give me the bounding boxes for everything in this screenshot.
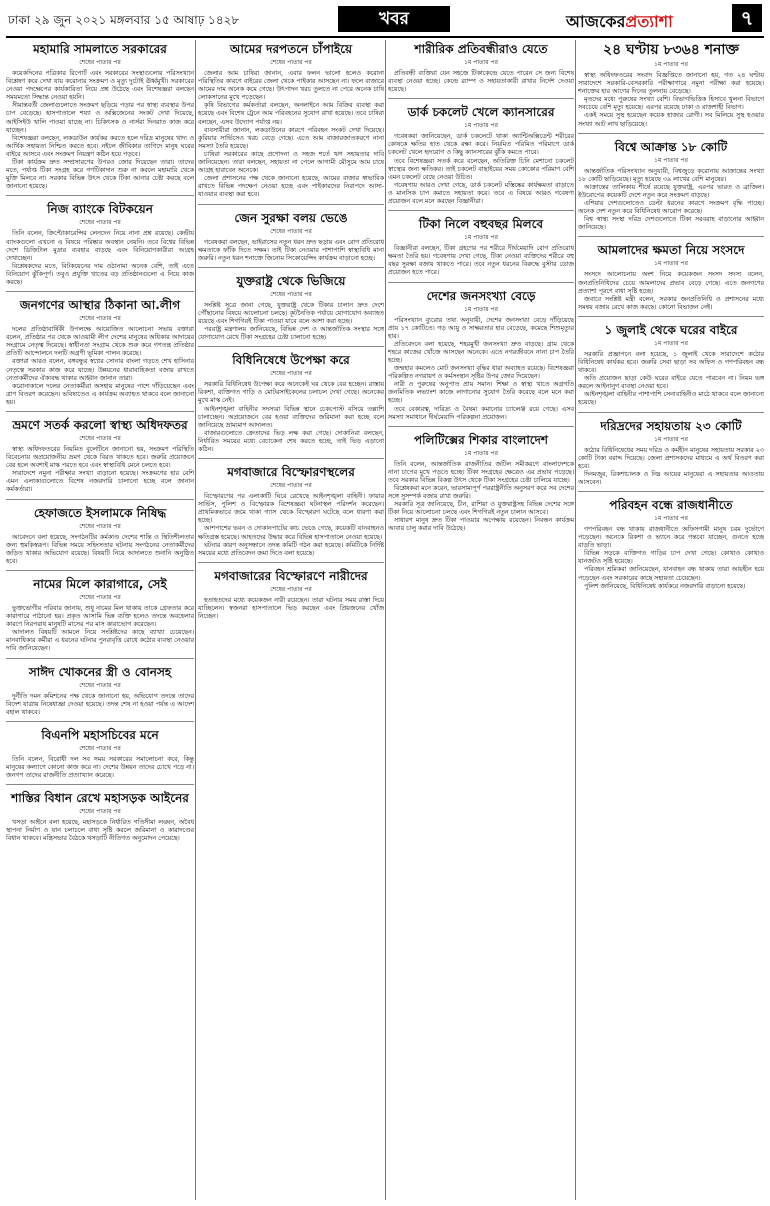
article-headline[interactable]: দেশের জনসংখ্যা বেড়ে bbox=[426, 288, 536, 303]
continued-from-label: শেষের পাতার পর bbox=[79, 744, 121, 752]
article-paragraph: দুর্নীতি দমন কমিশনের পক্ষ থেকে জানানো হয়, অভিযোগ তদন্তে তাদের বিদেশ যাত্রায় নিষেধাজ্ঞা দেওয়া হয়েছে। তদন্ত শেষ না হওয়া পর্যন্ত এ আদেশ বহাল থাকবে। bbox=[6, 692, 194, 716]
article-headline[interactable]: ২৪ ঘণ্টায় ৮৩৬৪ শনাক্ত bbox=[602, 42, 740, 58]
article-paragraph: তিনি বলেন, আন্তর্জাতিক রাজনীতির জটিল সমীকরণে বাংলাদেশকে নানা চাপের মুখে পড়তে হচ্ছে। টিকা সংগ্রহের ক্ষেত্রেও এর প্রভাব পড়েছে। তবে সরকার বিভিন্ন বিকল্প উৎস থেকে টিকা সংগ্রহের চেষ্টা চালিয়ে যাচ্ছে। bbox=[388, 460, 574, 484]
news-article bbox=[6, 577, 194, 659]
continued-from-label: ১ম পাতার পর bbox=[464, 449, 498, 457]
article-body bbox=[6, 693, 194, 717]
article-body bbox=[6, 819, 194, 843]
article-paragraph: তবে বেকারত্ব, দারিদ্র্য ও বৈষম্য কমানোর চ্যালেঞ্জ রয়ে গেছে। এসব সমস্যা সমাধানে দীর্ঘমেয়াদি পরিকল্পনা প্রয়োজন। bbox=[388, 405, 574, 421]
article-paragraph: পরিবহন শ্রমিকরা জানিয়েছেন, যানবাহন বন্ধ থাকায় তারা আয়হীন হয়ে পড়েছেন এবং সরকারের কাছে সহায়তা চেয়েছেন। bbox=[578, 566, 764, 582]
article-paragraph: কৃষি বিভাগের কর্মকর্তারা বলছেন, অনলাইনে আম বিক্রির ব্যবস্থা করা হয়েছে এবং বিশেষ ট্রেনে আম পরিবহনের সুযোগ রাখা হয়েছে। তবে চাষিরা বলছেন, এসব উদ্যোগ পর্যাপ্ত নয়। bbox=[198, 102, 384, 126]
article-headline[interactable]: ১ জুলাই থেকে ঘরের বাইরে bbox=[604, 322, 738, 337]
news-article bbox=[198, 211, 384, 268]
article-body bbox=[388, 317, 574, 422]
article-body bbox=[578, 447, 764, 487]
news-article bbox=[388, 105, 574, 211]
issue-date: ঢাকা ২৯ জুন ২০২১ মঙ্গলবার ১৫ আষাঢ় ১৪২৮ bbox=[8, 13, 240, 27]
article-headline[interactable]: হেফাজতে ইসলামকে নিষিদ্ধ bbox=[33, 505, 167, 520]
article-headline[interactable]: আমলাদের ক্ষমতা নিয়ে সংসদে bbox=[597, 243, 745, 258]
article-body bbox=[6, 326, 194, 407]
article-body bbox=[388, 461, 574, 534]
continued-from-label: ১ম পাতার পর bbox=[654, 156, 688, 164]
article-headline[interactable]: যুক্তরাষ্ট্র থেকে ভিজিয়ে bbox=[236, 273, 346, 288]
article-body bbox=[198, 381, 384, 454]
news-article bbox=[6, 418, 194, 500]
continued-from-label: শেষের পাতার পর bbox=[270, 482, 312, 490]
article-headline[interactable]: মগবাজারের বিস্ফোরণে নারীদের bbox=[214, 568, 368, 583]
article-headline[interactable]: মহামারি সামলাতে সরকারের bbox=[33, 42, 167, 56]
column-rule bbox=[385, 40, 386, 1200]
article-paragraph: এশিয়ার দেশগুলোতেও ডেল্টা ধরনের কারণে সংক্রমণ বৃদ্ধি পাচ্ছে। অনেক দেশ নতুন করে বিধিনিষেধ আরোপ করেছে। bbox=[578, 200, 764, 216]
news-article bbox=[388, 217, 574, 282]
article-body bbox=[578, 526, 764, 591]
continued-from-label: ১ম পাতার পর bbox=[654, 339, 688, 347]
article-paragraph: সরকারি সূত্র জানিয়েছে, চীন, রাশিয়া ও যুক্তরাষ্ট্রসহ বিভিন্ন দেশের সঙ্গে টিকা নিয়ে আলোচনা চলছে এবং শিগগিরই নতুন চালান আসবে। bbox=[388, 501, 574, 517]
article-paragraph: একই সময়ে সুস্থ হয়েছেন কয়েক হাজার রোগী। সব মিলিয়ে সুস্থ হওয়ার সংখ্যা আট লাখ ছাড়িয়েছে। bbox=[578, 112, 764, 128]
article-paragraph: বিশ্ব স্বাস্থ্য সংস্থা দরিদ্র দেশগুলোতে টিকা সরবরাহ বাড়ানোর আহ্বান জানিয়েছে। bbox=[578, 216, 764, 232]
article-paragraph: বাজারগুলোতে ক্রেতাদের ভিড় লক্ষ করা গেছে। দোকানিরা বলছেন, নির্ধারিত সময়ের মধ্যে বেচাকেনা শেষ করতে হচ্ছে, তাই ভিড় এড়ানো কঠিন। bbox=[198, 429, 384, 453]
column-2 bbox=[198, 40, 384, 1200]
article-headline[interactable]: আমের দরপতনে চাঁপাইয়ে bbox=[229, 42, 353, 56]
article-paragraph: করোনাকালে দলের নেতাকর্মীরা অসহায় মানুষের পাশে দাঁড়িয়েছেন এবং ত্রাণ বিতরণ করেছেন। ভবিষ্যতেও এ কার্যক্রম অব্যাহত থাকবে বলে জানানো হয়। bbox=[6, 382, 194, 406]
news-article bbox=[6, 665, 194, 722]
continued-from-label: ১ম পাতার পর bbox=[654, 260, 688, 268]
article-body bbox=[198, 493, 384, 558]
article-body bbox=[578, 271, 764, 311]
page-header bbox=[6, 4, 764, 38]
continued-from-label: শেষের পাতার পর bbox=[79, 59, 121, 66]
article-body bbox=[578, 72, 764, 129]
news-article bbox=[198, 274, 384, 347]
article-headline[interactable]: জেন সুরক্ষা বলয় ভেঙে bbox=[234, 210, 348, 225]
article-paragraph: গণপরিবহন বন্ধ থাকায় রাজধানীতে অফিসগামী মানুষ চরম দুর্ভোগে পড়েছেন। অনেকে রিকশা ও ভ্যানে করে গন্তব্যে যাচ্ছেন, গুনতে হচ্ছে বাড়তি ভাড়া। bbox=[578, 526, 764, 550]
article-paragraph: নারী ও পুরুষের অনুপাত প্রায় সমান। শিক্ষা ও স্বাস্থ্য খাতে অগ্রগতি জনমিতিক লভ্যাংশ কাজে লাগানোর সুযোগ তৈরি করেছে বলে মনে করা হচ্ছে। bbox=[388, 381, 574, 405]
article-paragraph: টিকা কার্যক্রম দ্রুত সম্প্রসারণের উপরও জোর দিয়েছেন তারা। তাদের মতে, পর্যাপ্ত টিকা সংগ্রহ করে গণটিকাদান শুরু না করলে মহামারি থেকে মুক্তি মিলবে না। সরকার বিভিন্ন উৎস থেকে টিকা আনার চেষ্টা করছে বলে জানানো হয়েছে। bbox=[6, 159, 194, 191]
article-paragraph: মৃতদের মধ্যে পুরুষের সংখ্যা বেশি। বিভাগভিত্তিক হিসাবে খুলনা বিভাগে সবচেয়ে বেশি মৃত্যু হয়েছে। এরপর রয়েছে ঢাকা ও রাজশাহী বিভাগ। bbox=[578, 96, 764, 112]
continued-from-label: শেষের পাতার পর bbox=[270, 290, 312, 298]
article-paragraph: গবেষকরা বলছেন, ভাইরাসের নতুন ধরন দ্রুত ছড়ায় এবং রোগ প্রতিরোধ ক্ষমতাকে ফাঁকি দিতে সক্ষম। তাই টিকা নেওয়ার পাশাপাশি স্বাস্থ্যবিধি মানা জরুরি। নতুন ধরন শনাক্তে জিনোম সিকোয়েন্সিং কার্যক্রম বাড়ানো হচ্ছে। bbox=[198, 238, 384, 262]
news-article bbox=[6, 728, 194, 785]
continued-from-label: শেষের পাতার পর bbox=[270, 370, 312, 378]
continued-from-label: শেষের পাতার পর bbox=[79, 522, 121, 530]
article-headline[interactable]: নিজ ব্যাংকে বিটকয়েন bbox=[47, 202, 153, 217]
article-headline[interactable]: শারীরিক প্রতিবন্ধীরাও যেতে bbox=[414, 42, 548, 56]
news-article bbox=[578, 140, 764, 238]
page-number: ৭ bbox=[732, 4, 762, 32]
article-body bbox=[6, 230, 194, 287]
article-body bbox=[198, 70, 384, 200]
article-paragraph: স্বাস্থ্য অধিদফতরের নিয়মিত বুলেটিনে জানানো হয়, সংক্রমণ পরিস্থিতি বিবেচনায় অপ্রয়োজনীয় ভ্রমণ থেকে বিরত থাকতে হবে। জরুরি প্রয়োজনে বের হলে অবশ্যই মাস্ক পরতে হবে এবং স্বাস্থ্যবিধি মেনে চলতে হবে। bbox=[6, 446, 194, 470]
continued-from-label: ১ম পাতার পর bbox=[464, 59, 498, 66]
article-body bbox=[6, 70, 194, 191]
article-paragraph: তিনি বলেন, ক্রিপ্টোকারেন্সির লেনদেন নিয়ে নানা প্রশ্ন রয়েছে। কেন্দ্রীয় ব্যাংকগুলো এখনো এ বিষয়ে পরিষ্কার অবস্থান নেয়নি। তবে বিশ্বের বিভিন্ন দেশে ডিজিটাল মুদ্রার ব্যবহার বাড়ছে এবং বিনিয়োগকারীরা আগ্রহ দেখাচ্ছেন। bbox=[6, 230, 194, 262]
continued-from-label: ১ম পাতার পর bbox=[654, 515, 688, 522]
news-article bbox=[388, 42, 574, 99]
column-4 bbox=[578, 40, 764, 1200]
article-paragraph: আদালত বিষয়টি আমলে নিয়ে সংশ্লিষ্টদের কাছে ব্যাখ্যা চেয়েছেন। মানবাধিকার কর্মীরা এ ধরনের ঘটনার পুনরাবৃত্তি রোধে কঠোর ব্যবস্থা নেওয়ার দাবি জানিয়েছেন। bbox=[6, 629, 194, 653]
article-headline[interactable]: শাস্তির বিধান রেখে মহাসড়ক আইনের bbox=[11, 791, 189, 806]
column-3 bbox=[388, 40, 574, 1200]
news-article bbox=[6, 506, 194, 571]
column-rule bbox=[195, 40, 196, 1200]
article-headline[interactable]: সাঈদ খোকনের স্ত্রী ও বোনসহ bbox=[28, 664, 172, 679]
article-paragraph: বিশেষজ্ঞরা বলছেন, লকডাউন কার্যকর করতে হলে দরিদ্র মানুষের খাদ্য ও আর্থিক সহায়তা নিশ্চিত করতে হবে। নইলে জীবিকার তাগিদে মানুষ ঘরের বাইরে আসবে এবং সংক্রমণ নিয়ন্ত্রণ কঠিন হয়ে পড়বে। bbox=[6, 134, 194, 158]
news-article bbox=[198, 569, 384, 625]
section-title: খবর bbox=[338, 6, 450, 32]
article-paragraph: অতি প্রয়োজন ছাড়া কেউ ঘরের বাইরে যেতে পারবেন না। নিয়ম ভঙ্গ করলে আইনানুগ ব্যবস্থা নেওয়া হবে। bbox=[578, 375, 764, 391]
article-paragraph: সংশ্লিষ্ট সূত্রে জানা গেছে, যুক্তরাষ্ট্র থেকে টিকার চালান দ্রুত দেশে পৌঁছানোর বিষয়ে আলোচনা চলছে। কূটনৈতিক পর্যায়ে যোগাযোগ অব্যাহত রয়েছে এবং শিগগিরই টিকা পাওয়া যাবে বলে আশা করা হচ্ছে। bbox=[198, 301, 384, 325]
article-paragraph: বিস্ফোরণের পর এলাকাটি ঘিরে রেখেছে আইনশৃঙ্খলা বাহিনী। ফায়ার সার্ভিস, পুলিশ ও বিস্ফোরক বিশেষজ্ঞরা ঘটনাস্থল পরিদর্শন করেছেন। প্রাথমিকভাবে জমে থাকা গ্যাস থেকে বিস্ফোরণ ঘটেছে বলে ধারণা করা হচ্ছে। bbox=[198, 493, 384, 525]
article-paragraph: খসড়া আইনে বলা হয়েছে, মহাসড়কে নির্ধারিত গতিসীমা লঙ্ঘন, অবৈধ স্থাপনা নির্মাণ ও যান চলাচলে বাধা সৃষ্টি করলে জরিমানা ও কারাদণ্ডের বিধান থাকবে। মন্ত্রিসভার বৈঠকে খসড়াটি নীতিগত অনুমোদন পেয়েছে। bbox=[6, 819, 194, 843]
logo-accent-text: প্রত্যাশা bbox=[625, 12, 673, 31]
news-article bbox=[6, 42, 194, 196]
article-paragraph: সাধারণ মানুষ দ্রুত টিকা পাওয়ার অপেক্ষায় রয়েছেন। নিবন্ধন কার্যক্রম আবার চালু করার দাবি উঠেছে। bbox=[388, 517, 574, 533]
continued-from-label: ১ম পাতার পর bbox=[654, 61, 688, 68]
continued-from-label: শেষের পাতার পর bbox=[79, 315, 121, 323]
article-paragraph: সরকারি বিধিনিষেধ উপেক্ষা করে অনেকেই ঘর থেকে বের হচ্ছেন। রাস্তায় রিকশা, ব্যক্তিগত গাড়ি ও মোটরসাইকেলের চলাচল দেখা গেছে। অনেকের মুখে মাস্ক নেই। bbox=[198, 381, 384, 405]
newspaper-logo bbox=[566, 9, 673, 36]
article-headline[interactable]: টিকা নিলে বহুবছর মিলবে bbox=[418, 217, 544, 232]
news-article bbox=[6, 202, 194, 292]
news-article bbox=[388, 289, 574, 427]
article-body bbox=[6, 756, 194, 780]
article-paragraph: জবাবে সংশ্লিষ্ট মন্ত্রী বলেন, সরকার জনপ্রতিনিধি ও প্রশাসনের মধ্যে সমন্বয় বজায় রেখে কাজ করছে। কোনো বিভাজন নেই। bbox=[578, 295, 764, 311]
article-body bbox=[198, 302, 384, 342]
news-article bbox=[198, 465, 384, 563]
article-paragraph: জন্মহার কমলেও মোট জনসংখ্যা বৃদ্ধির ধারা অব্যাহত রয়েছে। বিশেষজ্ঞরা পরিকল্পিত নগরায়ণ ও কর্মসংস্থান সৃষ্টির উপর জোর দিয়েছেন। bbox=[388, 365, 574, 381]
article-paragraph: গবেষকরা জানিয়েছেন, ডার্ক চকলেটে থাকা অ্যান্টিঅক্সিডেন্ট শরীরের কোষকে ক্ষতির হাত থেকে রক্ষা করে। নিয়মিত পরিমিত পরিমাণে ডার্ক চকলেট খেলে হৃদরোগ ও কিছু ক্যানসারের ঝুঁকি কমতে পারে। bbox=[388, 133, 574, 157]
news-article bbox=[198, 42, 384, 205]
article-paragraph: জেলার আম চাষিরা জানান, এবার ফলন ভালো হলেও করোনা পরিস্থিতির কারণে বাইরের জেলা থেকে পাইকার আসছেন না। ফলে বাজারে আমের দাম অনেক কমে গেছে। উৎপাদন খরচ তুলতে না পেরে অনেক চাষি লোকসানের মুখে পড়েছেন। bbox=[198, 70, 384, 102]
article-paragraph: ভুক্তভোগীর পরিবার জানায়, শুধু নামের মিল থাকায় তাকে গ্রেফতার করে কারাগারে পাঠানো হয়। প্রকৃত আসামি ভিন্ন ব্যক্তি হলেও তদন্তে অবহেলার কারণে নিরপরাধ মানুষটি মাসের পর মাস কারাভোগ করেছেন। bbox=[6, 604, 194, 629]
article-headline[interactable]: মগবাজারে বিস্ফোরণস্থলের bbox=[227, 465, 355, 480]
article-body bbox=[6, 446, 194, 495]
article-body bbox=[578, 351, 764, 408]
continued-from-label: ১ম পাতার পর bbox=[464, 234, 498, 242]
article-headline[interactable]: বিধিনিষেধে উপেক্ষা করে bbox=[232, 353, 350, 368]
article-headline[interactable]: দরিদ্রদের সহায়তায় ২৩ কোটি bbox=[600, 418, 742, 433]
article-headline[interactable]: পলিটিক্সের শিকার বাংলাদেশ bbox=[413, 432, 549, 447]
article-body bbox=[388, 133, 574, 206]
article-paragraph: হতাহতদের মধ্যে কয়েকজন নারী রয়েছেন। তারা ঘটনার সময় রাস্তা দিয়ে যাচ্ছিলেন। স্বজনরা হাসপাতালে ভিড় করছেন এবং প্রিয়জনের খোঁজ নিচ্ছেন। bbox=[198, 596, 384, 621]
article-headline[interactable]: ভ্রমণে সতর্ক করলো স্বাস্থ্য অধিদফতর bbox=[12, 418, 188, 432]
column-rule bbox=[575, 40, 576, 1200]
article-paragraph: তবে বিশেষজ্ঞরা সতর্ক করে বলেছেন, অতিরিক্ত চিনি মেশানো চকলেট স্বাস্থ্যের জন্য ক্ষতিকর। তাই চকলেট বাছাইয়ের সময় কোকোর পরিমাণ বেশি এমন চকলেট বেছে নেওয়া উচিত। bbox=[388, 157, 574, 181]
article-paragraph: গবেষণায় আরও দেখা গেছে, ডার্ক চকলেট মস্তিষ্কের কার্যক্ষমতা বাড়াতে ও মানসিক চাপ কমাতে সহায়তা করে। তবে এ বিষয়ে আরও গবেষণা প্রয়োজন বলে মনে করছেন বিজ্ঞানীরা। bbox=[388, 181, 574, 206]
article-paragraph: আবেদনে বলা হয়েছে, সংগঠনটির কর্মকাণ্ড দেশের শান্তি ও স্থিতিশীলতার জন্য হুমকিস্বরূপ। বিভিন্ন সময়ে সহিংসতার ঘটনায় সংগঠনের নেতাকর্মীদের জড়িত থাকার অভিযোগ রয়েছে। বিষয়টি নিয়ে আদালতে শুনানি অনুষ্ঠিত হবে। bbox=[6, 533, 194, 565]
continued-from-label: শেষের পাতার পর bbox=[270, 59, 312, 66]
article-paragraph: কঠোর বিধিনিষেধের সময় দরিদ্র ও কর্মহীন মানুষের সহায়তায় সরকার ২৩ কোটি টাকা বরাদ্দ দিয়েছে। জেলা প্রশাসকদের মাধ্যমে এ অর্থ বিতরণ করা হবে। bbox=[578, 446, 764, 470]
continued-from-label: ১ম পাতার পর bbox=[464, 305, 498, 313]
continued-from-label: শেষের পাতার পর bbox=[79, 593, 121, 601]
article-paragraph: জেলা প্রশাসনের পক্ষ থেকে জানানো হয়েছে, আমের বাজার স্বাভাবিক রাখতে বিভিন্ন পদক্ষেপ নেওয়া হচ্ছে এবং পাইকারদের নিরাপদে আসা-যাওয়ার ব্যবস্থা করা হবে। bbox=[198, 175, 384, 199]
continued-from-label: শেষের পাতার পর bbox=[79, 219, 121, 227]
article-paragraph: ঘটনার কারণ অনুসন্ধানে তদন্ত কমিটি গঠন করা হয়েছে। কমিটিকে নির্দিষ্ট সময়ের মধ্যে প্রতিবেদন জমা দিতে বলা হয়েছে। bbox=[198, 541, 384, 557]
logo-main-text: আজকের bbox=[566, 12, 626, 31]
article-paragraph: বিভিন্ন সড়কে ব্যক্তিগত গাড়ির চাপ দেখা গেছে। কোথাও কোথাও যানজটও সৃষ্টি হয়েছে। bbox=[578, 550, 764, 566]
article-headline[interactable]: নামের মিলে কারাগারে, সেই bbox=[33, 576, 167, 591]
article-paragraph: বিশ্লেষকদের মতে, বিটকয়েনের দাম ওঠানামা অনেক বেশি, তাই এতে বিনিয়োগ ঝুঁকিপূর্ণ। তবুও প্রযুক্তি খাতের বড় প্রতিষ্ঠানগুলো এ নিয়ে কাজ করছে। bbox=[6, 262, 194, 286]
news-article bbox=[6, 791, 194, 847]
article-paragraph: পরিসংখ্যান ব্যুরোর তথ্য অনুযায়ী, দেশের জনসংখ্যা বেড়ে দাঁড়িয়েছে প্রায় ১৭ কোটিতে। গড় আয়ু ও সাক্ষরতার হার বেড়েছে, কমেছে শিশুমৃত্যুর হার। bbox=[388, 316, 574, 340]
article-paragraph: পুলিশ জানিয়েছে, বিধিনিষেধ কার্যকরে নজরদারি বাড়ানো হয়েছে। bbox=[584, 582, 746, 590]
article-body bbox=[6, 534, 194, 566]
article-headline[interactable]: জনগণের আস্থার ঠিকানা আ.লীগ bbox=[19, 298, 181, 313]
article-paragraph: বিশ্লেষকরা মনে করেন, ভারসাম্যপূর্ণ পররাষ্ট্রনীতি অনুসরণ করে সব দেশের সঙ্গে সুসম্পর্ক বজায় রাখা জরুরি। bbox=[388, 485, 574, 501]
article-paragraph: আন্তর্জাতিক পরিসংখ্যান অনুযায়ী, বিশ্বজুড়ে করোনায় আক্রান্তের সংখ্যা ১৮ কোটি ছাড়িয়েছে। মৃত্যু হয়েছে ৩৯ লাখের বেশি মানুষের। bbox=[578, 167, 764, 183]
article-headline[interactable]: বিএনপি মহাসচিবের মনে bbox=[41, 727, 159, 742]
article-paragraph: আইনশৃঙ্খলা বাহিনীর পাশাপাশি সেনাবাহিনীও মাঠে থাকবে বলে জানানো হয়েছে। bbox=[578, 391, 764, 407]
article-paragraph: সংসদে আলোচনায় অংশ নিয়ে কয়েকজন সংসদ সদস্য বলেন, জনপ্রতিনিধিদের চেয়ে আমলাদের প্রভাব বেড়ে গেছে। এতে জনগণের প্রত্যাশা পূরণে বাধা সৃষ্টি হচ্ছে। bbox=[578, 271, 764, 295]
article-headline[interactable]: ডার্ক চকলেট খেলে ক্যানসারের bbox=[407, 105, 555, 120]
article-paragraph: সীমান্তবর্তী জেলাগুলোতে সংক্রমণ ছড়িয়ে পড়ার পর স্বাস্থ্য ব্যবস্থার উপর চাপ বেড়েছে। হাসপাতালে শয্যা ও অক্সিজেনের সংকট দেখা দিয়েছে, আইসিইউ খালি পাওয়া যাচ্ছে না। চিকিৎসক ও নার্সরা দিনরাত কাজ করে যাচ্ছেন। bbox=[6, 102, 194, 134]
news-article bbox=[578, 243, 764, 316]
article-paragraph: বক্তারা আরও বলেন, বঙ্গবন্ধুর স্বপ্নের সোনার বাংলা গড়তে শেখ হাসিনার নেতৃত্বে সরকার কাজ করে যাচ্ছে। উন্নয়নের ধারাবাহিকতা বজায় রাখতে নেতাকর্মীদের ঐক্যবদ্ধ থাকার আহ্বান জানান তারা। bbox=[6, 358, 194, 382]
news-article bbox=[6, 298, 194, 412]
article-body bbox=[198, 597, 384, 621]
continued-from-label: ১ম পাতার পর bbox=[654, 435, 688, 443]
news-article bbox=[578, 498, 764, 595]
article-paragraph: আক্রান্তের তালিকায় শীর্ষে রয়েছে যুক্তরাষ্ট্র, এরপর ভারত ও ব্রাজিল। ইউরোপের কয়েকটি দেশে নতুন করে সংক্রমণ বাড়ছে। bbox=[578, 183, 764, 199]
article-paragraph: আশপাশের ভবন ও দোকানপাটের কাচ ভেঙে গেছে, কয়েকটি যানবাহনও ক্ষতিগ্রস্ত হয়েছে। আহতদের উদ্ধার করে বিভিন্ন হাসপাতালে নেওয়া হয়েছে। bbox=[198, 525, 384, 541]
continued-from-label: শেষের পাতার পর bbox=[270, 227, 312, 235]
article-headline[interactable]: পরিবহন বন্ধে রাজধানীতে bbox=[609, 498, 733, 512]
article-paragraph: প্রতিবেদনে বলা হয়েছে, শহরমুখী জনসংখ্যা দ্রুত বাড়ছে। গ্রাম থেকে শহরে কাজের খোঁজে আসছেন অনেকে। এতে নগরজীবনে নানা চাপ তৈরি হচ্ছে। bbox=[388, 340, 574, 364]
article-body bbox=[198, 239, 384, 263]
article-paragraph: চাষিরা সরকারের কাছে প্রণোদনা ও সহজ শর্তে ঋণ সহায়তার দাবি জানিয়েছেন। তারা বলছেন, সহায়তা না পেলে আগামী মৌসুমে আম চাষে আগ্রহ হারাবেন অনেকে। bbox=[198, 150, 384, 175]
article-paragraph: তিনি বলেন, বিরোধী দল সব সময় সরকারের সমালোচনা করে, কিন্তু মানুষের কল্যাণে কোনো কাজ করে না। দেশের উন্নয়ন তাদের চোখে পড়ে না। জনগণ তাদের রাজনীতি প্রত্যাখ্যান করেছে। bbox=[6, 755, 194, 779]
article-paragraph: কয়েকদিনের পত্রিকার রিপোর্ট এবং সরকারের সংস্থাগুলোর পরিসংখ্যান বিশ্লেষণ করে দেখা যায় করোনার সংক্রমণ ও মৃত্যু দুটোই ঊর্ধ্বমুখী। সরকারের নেওয়া পদক্ষেপের কার্যকারিতা নিয়ে প্রশ্ন উঠেছে এবং বিশেষজ্ঞরা বলছেন সময়মতো সিদ্ধান্ত নেওয়া হয়নি। bbox=[6, 70, 194, 102]
continued-from-label: শেষের পাতার পর bbox=[270, 585, 312, 593]
news-article bbox=[578, 42, 764, 134]
article-paragraph: সারাদেশে নমুনা পরীক্ষার সংখ্যা বাড়ানো হয়েছে। সংক্রমণের হার বেশি এমন এলাকাগুলোতে বিশেষ নজরদারি চালানো হচ্ছে বলে জানান কর্মকর্তারা। bbox=[6, 470, 194, 494]
news-article bbox=[198, 353, 384, 459]
news-article bbox=[578, 419, 764, 492]
news-article bbox=[578, 323, 764, 413]
article-paragraph: ব্যবসায়ীরা জানান, লকডাউনের কারণে পরিবহন সংকট দেখা দিয়েছে। কুরিয়ার সার্ভিসেও খরচ বেড়ে গেছে। এতে আম বাজারজাতকরণে নানা সমস্যা তৈরি হয়েছে। bbox=[198, 126, 384, 150]
article-paragraph: দিনমজুর, রিকশাচালক ও নিম্ন আয়ের মানুষেরা এ সহায়তার আওতায় আসবেন। bbox=[578, 470, 764, 486]
continued-from-label: শেষের পাতার পর bbox=[79, 435, 121, 442]
article-paragraph: প্রতিবন্ধী ব্যক্তিরা যেন সহজে টিকাকেন্দ্রে যেতে পারেন সে জন্য বিশেষ ব্যবস্থা নেওয়া হচ্ছে। কেন্দ্রে র‍্যাম্প ও সহায়তাকারী রাখার নির্দেশ দেওয়া হয়েছে। bbox=[388, 70, 574, 94]
article-body bbox=[578, 168, 764, 233]
continued-from-label: শেষের পাতার পর bbox=[79, 808, 121, 816]
article-paragraph: বিজ্ঞানীরা বলছেন, টিকা গ্রহণের পর শরীরে দীর্ঘমেয়াদি রোগ প্রতিরোধ ক্ষমতা তৈরি হয়। গবেষণায় দেখা গেছে, টিকা নেওয়া ব্যক্তিদের শরীরে বহু বছর সুরক্ষা বজায় থাকতে পারে। তবে নতুন ধরনের বিরুদ্ধে বুস্টার ডোজ প্রয়োজন হতে পারে। bbox=[388, 245, 574, 277]
article-paragraph: সরকারি প্রজ্ঞাপনে বলা হয়েছে, ১ জুলাই থেকে সারাদেশে কঠোর বিধিনিষেধ কার্যকর হবে। জরুরি সেবা ছাড়া সব অফিস ও গণপরিবহন বন্ধ থাকবে। bbox=[578, 350, 764, 375]
continued-from-label: শেষের পাতার পর bbox=[79, 681, 121, 689]
article-body bbox=[388, 245, 574, 277]
article-paragraph: পররাষ্ট্র মন্ত্রণালয় জানিয়েছে, বিভিন্ন দেশ ও আন্তর্জাতিক সংস্থার সঙ্গে যোগাযোগ রেখে টিকা সংগ্রহের চেষ্টা চালানো হচ্ছে। bbox=[198, 326, 384, 342]
article-body bbox=[388, 70, 574, 94]
article-paragraph: স্বাস্থ্য অধিদফতরের সংবাদ বিজ্ঞপ্তিতে জানানো হয়, গত ২৪ ঘণ্টায় সারাদেশে সরকারি-বেসরকারি পরীক্ষাগারে নমুনা পরীক্ষা করা হয়েছে। শনাক্তের হার আগের দিনের তুলনায় বেড়েছে। bbox=[578, 72, 764, 96]
article-body bbox=[6, 605, 194, 654]
column-1 bbox=[6, 40, 194, 1200]
article-paragraph: আইনশৃঙ্খলা বাহিনীর সদস্যরা বিভিন্ন স্থানে চেকপোস্ট বসিয়ে তল্লাশি চালাচ্ছেন। অপ্রয়োজনে বের হওয়া ব্যক্তিদের জরিমানা করা হচ্ছে বলে জানিয়েছে ভ্রাম্যমাণ আদালত। bbox=[198, 405, 384, 429]
continued-from-label: ১ম পাতার পর bbox=[464, 122, 498, 130]
article-paragraph: দলের প্রতিষ্ঠাবার্ষিকী উপলক্ষে আয়োজিত আলোচনা সভায় বক্তারা বলেন, প্রতিষ্ঠার পর থেকে আওয়ামী লীগ দেশের মানুষের অধিকার আদায়ের সংগ্রামে নেতৃত্ব দিয়েছে। স্বাধীনতা সংগ্রাম থেকে শুরু করে গণতন্ত্র প্রতিষ্ঠার প্রতিটি আন্দোলনে দলটি অগ্রণী ভূমিকা পালন করেছে। bbox=[6, 326, 194, 358]
news-article bbox=[388, 433, 574, 538]
article-headline[interactable]: বিশ্বে আক্রান্ত ১৮ কোটি bbox=[614, 139, 728, 154]
